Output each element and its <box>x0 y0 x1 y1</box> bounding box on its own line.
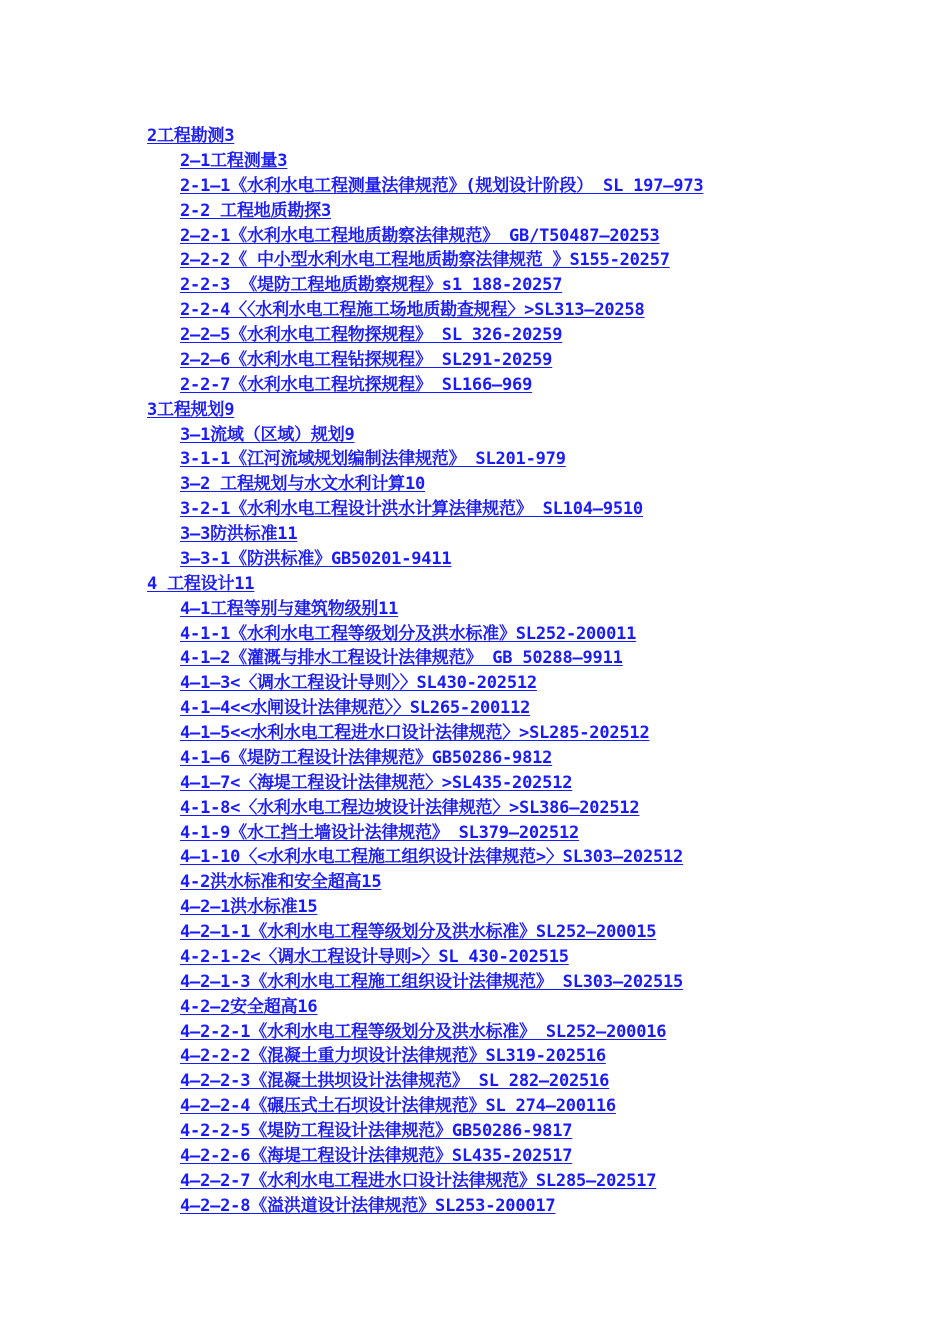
toc-section-entry <box>147 373 703 398</box>
toc-section-entry <box>147 1169 703 1194</box>
toc-link[interactable]: 4—2-2-6《海堤工程设计法律规范》SL435-202517 <box>180 1145 573 1166</box>
toc-section-entry <box>147 746 703 771</box>
toc-link[interactable]: 4-2-2-5《堤防工程设计法律规范》GB50286-9817 <box>180 1121 573 1141</box>
toc-section-entry <box>147 597 703 622</box>
toc-section-entry <box>147 895 703 920</box>
toc-section-entry <box>147 1044 703 1069</box>
toc-link[interactable]: 4—2-2-2《混凝土重力坝设计法律规范》SL319-202516 <box>180 1046 606 1067</box>
toc-link[interactable]: 4-1-9《水工挡土墙设计法律规范》 SL379—202512 <box>180 822 580 843</box>
toc-link[interactable]: 4—2-2-1《水利水电工程等级划分及洪水标准》 SL252—200016 <box>180 1021 667 1042</box>
toc-link[interactable]: 2-2 工程地质勘探3 <box>180 200 331 221</box>
toc-section-entry <box>147 298 703 323</box>
toc-section-entry <box>147 1119 703 1144</box>
toc-section-entry <box>147 273 703 298</box>
toc-section-entry <box>147 796 703 821</box>
toc-section-entry <box>147 1194 703 1219</box>
table-of-contents <box>147 124 703 1219</box>
toc-section-entry <box>147 622 703 647</box>
toc-link[interactable]: 2-2-4〈〈水利水电工程施工场地质勘查规程〉>SL313—20258 <box>180 300 645 321</box>
toc-chapter-entry <box>147 124 703 149</box>
toc-section-entry <box>147 821 703 846</box>
toc-section-entry <box>147 870 703 895</box>
toc-link[interactable]: 2-2-3 《堤防工程地质勘察规程》s1 188-20257 <box>180 275 563 296</box>
toc-section-entry <box>147 1144 703 1169</box>
toc-link[interactable]: 4—2—2-7《水利水电工程进水口设计法律规范》SL285—202517 <box>180 1170 657 1191</box>
toc-link[interactable]: 4-1—4<<水闸设计法律规范〉〉SL265-200112 <box>180 698 531 719</box>
toc-section-entry <box>147 1094 703 1119</box>
toc-section-entry <box>147 423 703 448</box>
toc-link[interactable]: 2—2-1《水利水电工程地质勘察法律规范》 GB/T50487—20253 <box>180 225 660 246</box>
toc-link[interactable]: 4—2—2-3《混凝土拱坝设计法律规范》 SL 282—202516 <box>180 1071 610 1092</box>
toc-section-entry <box>147 1069 703 1094</box>
toc-section-entry <box>147 522 703 547</box>
toc-link[interactable]: 3工程规划9 <box>147 399 235 420</box>
toc-section-entry <box>147 920 703 945</box>
toc-link[interactable]: 3-1-1《江河流域规划编制法律规范》 SL201-979 <box>180 449 566 470</box>
toc-section-entry <box>147 696 703 721</box>
toc-section-entry <box>147 174 703 199</box>
toc-link[interactable]: 3—2 工程规划与水文水利计算10 <box>180 474 426 495</box>
toc-link[interactable]: 4-1-8<〈水利水电工程边坡设计法律规范〉>SL386—202512 <box>180 797 640 818</box>
toc-link[interactable]: 4—1—5<<水利水电工程进水口设计法律规范〉>SL285-202512 <box>180 723 650 743</box>
toc-link[interactable]: 3—3-1《防洪标准》GB50201-9411 <box>180 548 452 569</box>
toc-link[interactable]: 2—2-2《 中小型水利水电工程地质勘察法律规范 》S155-20257 <box>180 250 670 271</box>
toc-section-entry <box>147 970 703 995</box>
toc-link[interactable]: 4—1工程等别与建筑物级别11 <box>180 598 399 619</box>
toc-chapter-entry <box>147 572 703 597</box>
toc-link[interactable]: 4-2-1-2<〈调水工程设计导则>〉SL 430-202515 <box>180 946 569 967</box>
toc-section-entry <box>147 646 703 671</box>
toc-section-entry <box>147 995 703 1020</box>
toc-link[interactable]: 4 工程设计11 <box>147 573 255 594</box>
toc-chapter-entry <box>147 398 703 423</box>
toc-section-entry <box>147 497 703 522</box>
toc-link[interactable]: 4—1—7<〈海堤工程设计法律规范〉>SL435-202512 <box>180 772 573 793</box>
toc-section-entry <box>147 721 703 746</box>
toc-section-entry <box>147 149 703 174</box>
toc-link[interactable]: 3—1流域（区域）规划9 <box>180 424 355 445</box>
toc-link[interactable]: 4—2—1洪水标准15 <box>180 897 318 918</box>
toc-link[interactable]: 2工程勘测3 <box>147 126 235 146</box>
toc-link[interactable]: 3—3防洪标准11 <box>180 524 298 544</box>
toc-section-entry <box>147 945 703 970</box>
toc-section-entry <box>147 845 703 870</box>
toc-section-entry <box>147 323 703 348</box>
toc-section-entry <box>147 472 703 497</box>
toc-link[interactable]: 4-2—2安全超高16 <box>180 996 318 1017</box>
toc-link[interactable]: 2-1—1《水利水电工程测量法律规范》(规划设计阶段） SL 197—973 <box>180 175 704 196</box>
toc-link[interactable]: 4-1—2《灌溉与排水工程设计法律规范》 GB 50288—9911 <box>180 648 623 669</box>
toc-section-entry <box>147 348 703 373</box>
toc-link[interactable]: 4-1-1《水利水电工程等级划分及洪水标准》SL252-200011 <box>180 623 637 644</box>
toc-link[interactable]: 4—2—1-1《水利水电工程等级划分及洪水标准》SL252—200015 <box>180 922 657 942</box>
toc-section-entry <box>147 248 703 273</box>
toc-section-entry <box>147 1020 703 1045</box>
toc-section-entry <box>147 771 703 796</box>
toc-section-entry <box>147 447 703 472</box>
toc-link[interactable]: 3-2-1《水利水电工程设计洪水计算法律规范》 SL104—9510 <box>180 499 643 520</box>
toc-link[interactable]: 2—1工程测量3 <box>180 150 288 171</box>
toc-link[interactable]: 4—1-10〈<水利水电工程施工组织设计法律规范>〉SL303—202512 <box>180 847 684 868</box>
toc-link[interactable]: 4—2—1-3《水利水电工程施工组织设计法律规范》 SL303—202515 <box>180 971 684 992</box>
toc-link[interactable]: 4—2—2-8《溢洪道设计法律规范》SL253-200017 <box>180 1195 556 1216</box>
toc-section-entry <box>147 224 703 249</box>
toc-link[interactable]: 4—1—3<〈调水工程设计导则〉〉SL430-202512 <box>180 673 537 694</box>
toc-link[interactable]: 2-2-7《水利水电工程坑探规程》 SL166—969 <box>180 374 533 395</box>
toc-link[interactable]: 4-1—6《堤防工程设计法律规范》GB50286-9812 <box>180 747 553 768</box>
toc-link[interactable]: 2—2—5《水利水电工程物探规程》 SL 326-20259 <box>180 325 563 345</box>
toc-link[interactable]: 4-2洪水标准和安全超高15 <box>180 872 382 893</box>
toc-section-entry <box>147 199 703 224</box>
toc-section-entry <box>147 671 703 696</box>
toc-link[interactable]: 4—2—2-4《碾压式土石坝设计法律规范》SL 274—200116 <box>180 1096 616 1117</box>
toc-section-entry <box>147 547 703 572</box>
toc-link[interactable]: 2—2—6《水利水电工程钻探规程》 SL291-20259 <box>180 349 553 370</box>
